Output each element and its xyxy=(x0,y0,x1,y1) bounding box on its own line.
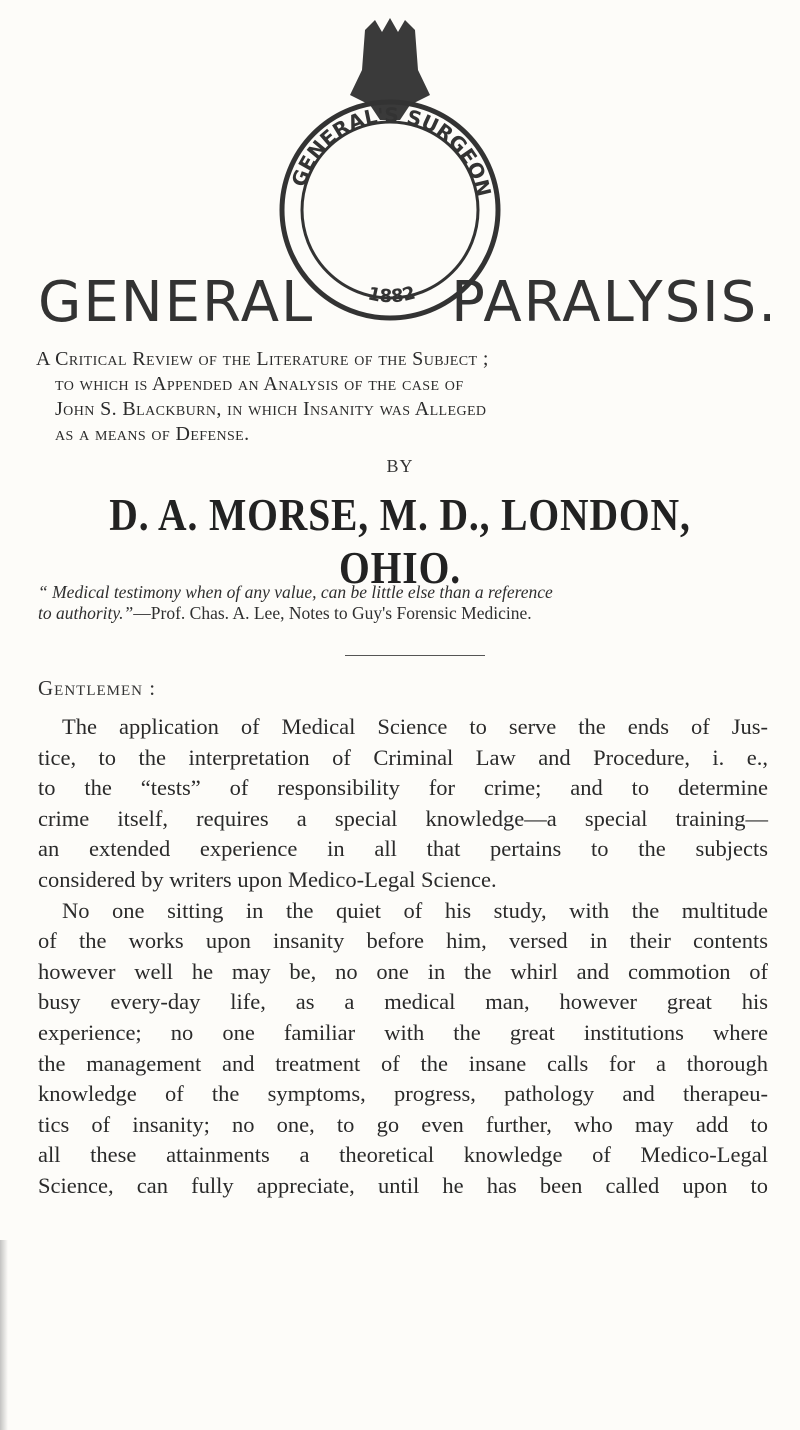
body-line: considered by writers upon Medico-Legal Science. xyxy=(38,866,497,892)
body-line: however well he may be, no one in the whirl and commotion of xyxy=(38,958,768,984)
svg-text:GENERAL'S SURGEON: GENERAL'S SURGEON xyxy=(286,102,497,199)
epigraph-quote-end: to authority.” xyxy=(38,603,134,623)
epigraph xyxy=(38,582,778,624)
body-line: knowledge of the symptoms, progress, pathology and therapeu- xyxy=(38,1081,768,1107)
section-divider xyxy=(345,655,485,656)
body-line: Science, can fully appreciate, until he has been called upon to xyxy=(38,1172,768,1198)
subtitle-line: as a means of Defense. xyxy=(55,423,250,445)
subtitle-line: to which is Appended an Analysis of the case of xyxy=(55,373,464,395)
body-line: the management and treatment of the insane calls for a thorough xyxy=(38,1050,768,1076)
body-line: all these attainments a theoretical knowledge of Medico-Legal xyxy=(38,1142,768,1168)
svg-text:1882: 1882 xyxy=(365,282,418,308)
epigraph-attribution: —Prof. Chas. A. Lee, Notes to Guy's Forensic Medicine. xyxy=(133,603,532,623)
body-line: to the “tests” of responsibility for crime; and to determine xyxy=(38,775,768,801)
document-title xyxy=(38,270,778,335)
body-line: tics of insanity; no one, to go even further, who may add to xyxy=(38,1111,768,1137)
title-word-1: GENERAL xyxy=(38,270,315,335)
body-line: experience; no one familiar with the great institutions where xyxy=(38,1019,768,1045)
body-line: The application of Medical Science to serve the ends of Jus- xyxy=(62,714,768,739)
page-edge-shadow xyxy=(0,1240,8,1430)
by-line: BY xyxy=(386,456,414,476)
epigraph-line-2 xyxy=(38,603,778,624)
body-line: crime itself, requires a special knowledge—a special training— xyxy=(38,805,768,831)
body-line: busy every-day life, as a medical man, however great his xyxy=(38,989,768,1015)
body-line: of the works upon insanity before him, versed in their contents xyxy=(38,928,768,954)
title-word-2: PARALYSIS. xyxy=(451,270,778,335)
subtitle-line: John S. Blackburn, in which Insanity was Alleged xyxy=(55,398,487,420)
subtitle-block xyxy=(36,347,776,447)
subtitle-line: A Critical Review of the Literature of the Subject ; xyxy=(36,348,489,370)
body-line: No one sitting in the quiet of his study, with the multitude xyxy=(62,897,768,923)
author-name: D. A. MORSE, M. D., LONDON, OHIO. xyxy=(109,489,691,593)
body-line: an extended experience in all that pertains to the subjects xyxy=(38,836,768,862)
body-line: tice, to the interpretation of Criminal Law and Procedure, i. e., xyxy=(38,744,768,770)
epigraph-quote: “ Medical testimony when of any value, can be little else than a reference xyxy=(38,582,553,602)
body-text xyxy=(38,712,768,1202)
salutation: Gentlemen : xyxy=(38,676,157,700)
epigraph-line-1 xyxy=(38,582,778,603)
